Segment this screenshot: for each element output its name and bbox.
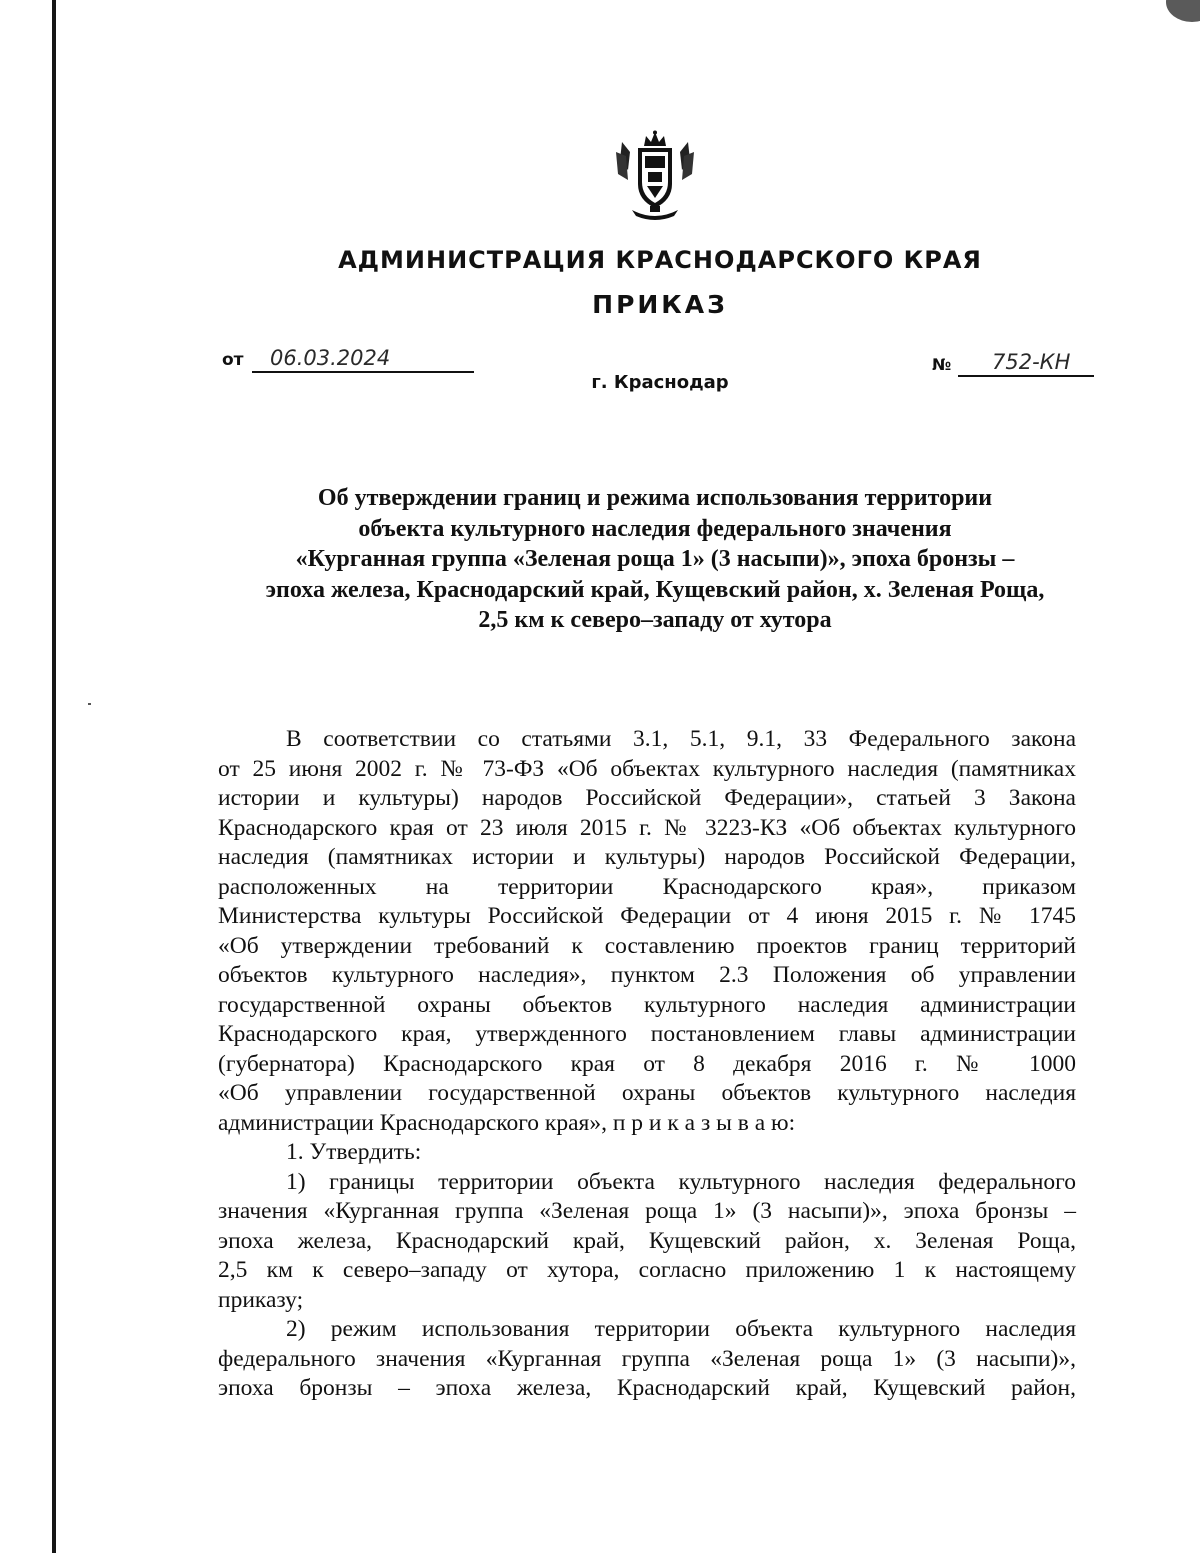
body-line: 1. Утвердить:	[286, 1139, 422, 1165]
scan-left-edge	[52, 0, 56, 1553]
document-subject	[205, 483, 1105, 636]
body-line: «Об утверждении требований к составлению проектов границ территорий	[218, 932, 1076, 959]
body-line: 1) границы территории объекта культурного наследия федерального	[286, 1168, 1076, 1195]
body-line: В соответствии со статьями 3.1, 5.1, 9.1, 33 Федерального закона	[286, 726, 1076, 752]
body-line: (губернатора) Краснодарского края от 8 декабря 2016 г. № 1000	[218, 1050, 1076, 1077]
body-line: Краснодарского края, утвержденного постановлением главы администрации	[218, 1021, 1076, 1047]
document-number: 752-КН	[992, 350, 1071, 374]
number-label: №	[932, 355, 952, 374]
scan-speck	[88, 703, 91, 705]
krasnodar-coat-of-arms-icon	[612, 130, 698, 220]
body-line: наследия (памятниках истории и культуры) народов Российской Федерации,	[218, 844, 1076, 870]
body-line: объектов культурного наследия», пунктом 2.3 Положения об управлении	[218, 962, 1076, 988]
body-line: эпоха бронзы – эпоха железа, Краснодарский край, Кущевский район,	[218, 1375, 1076, 1401]
document-date: 06.03.2024	[270, 346, 391, 370]
body-line: государственной охраны объектов культурного наследия администрации	[218, 991, 1076, 1018]
document-body	[218, 725, 1076, 1404]
subject-line: объекта культурного наследия федерального значения	[358, 515, 952, 542]
organization-title: АДМИНИСТРАЦИЯ КРАСНОДАРСКОГО КРАЯ	[338, 246, 982, 274]
body-line: расположенных на территории Краснодарского края», приказом	[218, 873, 1076, 900]
city-name: г. Краснодар	[591, 372, 729, 393]
body-line: приказу;	[218, 1286, 304, 1313]
body-line: 2) режим использования территории объекта культурного наследия	[286, 1316, 1076, 1342]
body-line: Краснодарского края от 23 июля 2015 г. № 3223-КЗ «Об объектах культурного	[218, 814, 1076, 841]
subject-line: 2,5 км к северо–западу от хутора	[478, 607, 832, 633]
body-line: от 25 июня 2002 г. № 73-ФЗ «Об объектах культурного наследия (памятниках	[218, 755, 1076, 782]
document-type: ПРИКАЗ	[592, 290, 728, 319]
date-label: от	[222, 350, 244, 370]
body-line: «Об управлении государственной охраны объектов культурного наследия	[218, 1080, 1076, 1106]
subject-line: «Курганная группа «Зеленая роща 1» (3 насыпи)», эпоха бронзы –	[295, 546, 1015, 572]
body-line: значения «Курганная группа «Зеленая роща 1» (3 насыпи)», эпоха бронзы –	[218, 1198, 1076, 1224]
scan-corner-artifact	[1166, 0, 1200, 22]
body-line: администрации Краснодарского края», п р и к а з ы в а ю:	[218, 1109, 796, 1136]
body-line: федерального значения «Курганная группа «Зеленая роща 1» (3 насыпи)»,	[218, 1345, 1076, 1372]
subject-line: эпоха железа, Краснодарский край, Кущевский район, х. Зеленая Роща,	[265, 576, 1045, 603]
body-line: истории и культуры) народов Российской Федерации», статьей 3 Закона	[218, 785, 1076, 811]
subject-line: Об утверждении границ и режима использования территории	[317, 485, 993, 511]
body-line: Министерства культуры Российской Федерации от 4 июня 2015 г. № 1745	[218, 903, 1076, 929]
body-line: 2,5 км к северо–западу от хутора, согласно приложению 1 к настоящему	[218, 1257, 1076, 1283]
body-line: эпоха железа, Краснодарский край, Кущевский район, х. Зеленая Роща,	[218, 1227, 1076, 1254]
